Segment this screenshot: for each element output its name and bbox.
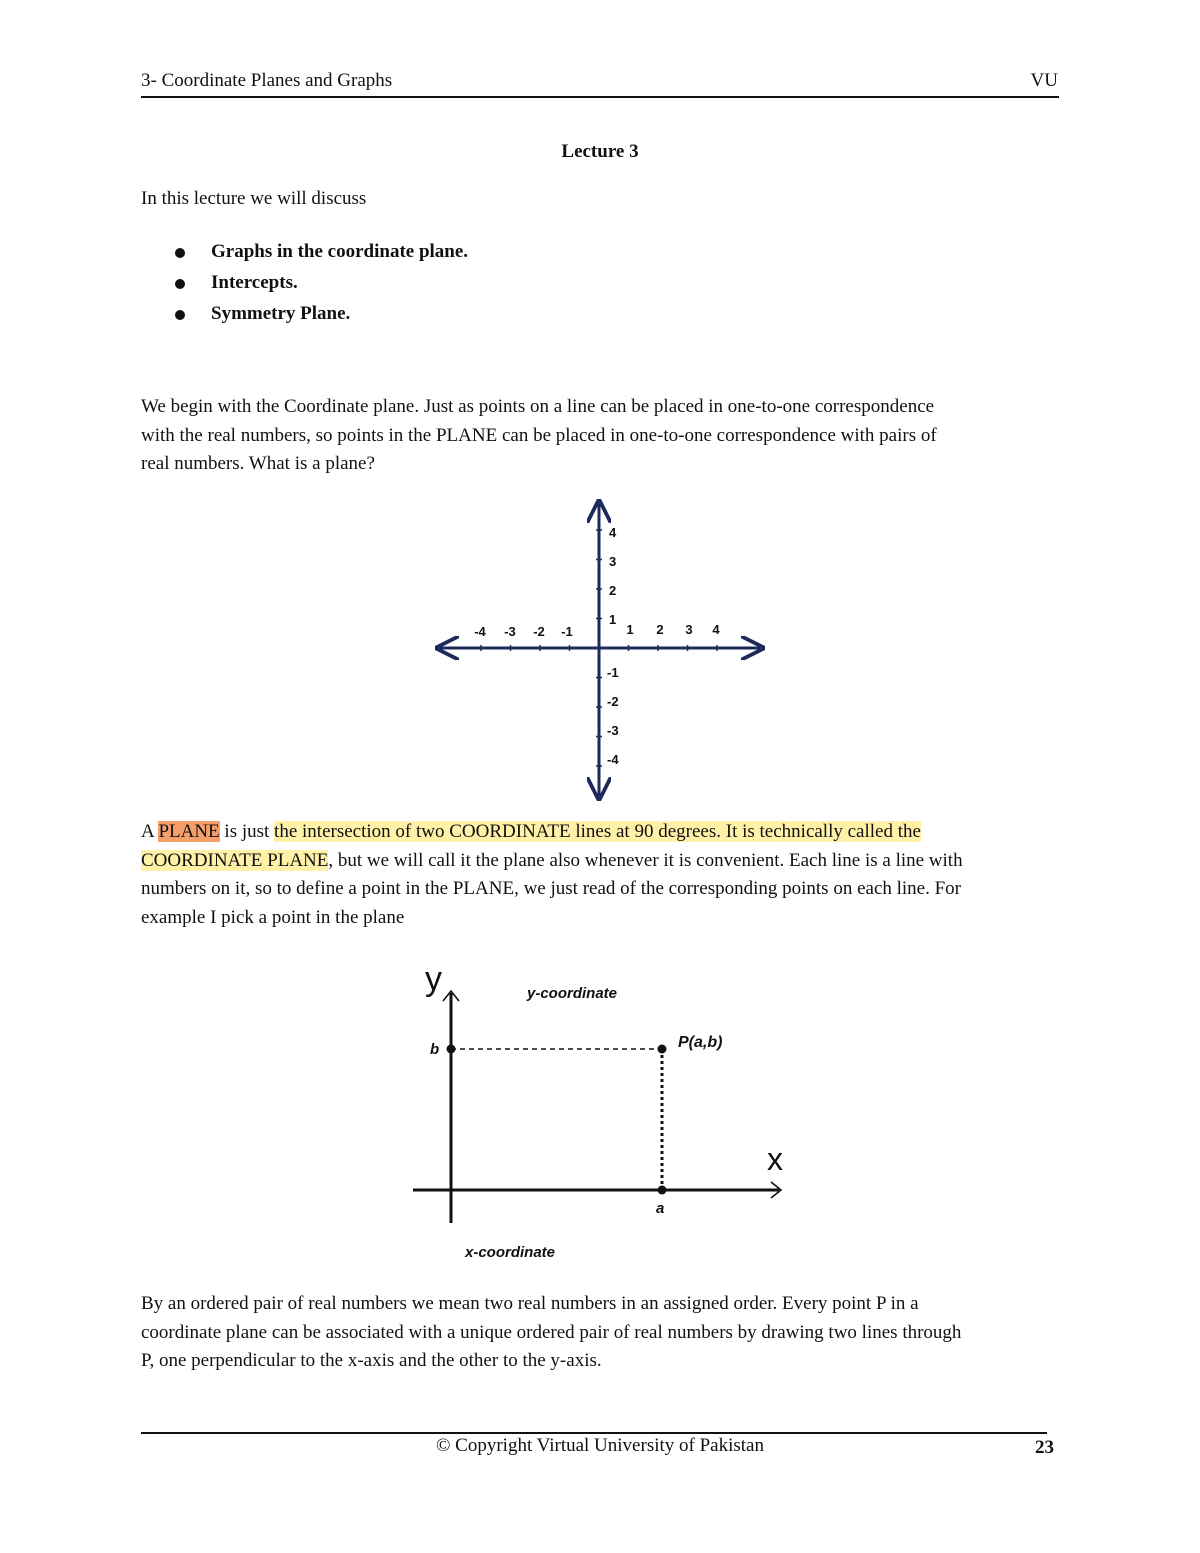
paragraph-line <box>141 847 1066 876</box>
y-coordinate-label: y-coordinate <box>527 985 618 1002</box>
tick-label: 2 <box>609 583 617 598</box>
tick-label: 3 <box>609 554 617 569</box>
paragraph-line: real numbers. What is a plane? <box>141 453 375 474</box>
paragraph-line: P, one perpendicular to the x-axis and the other to the y-axis. <box>141 1350 602 1371</box>
list-item-text: Symmetry Plane. <box>211 303 351 324</box>
text-run: A <box>141 821 159 842</box>
point-p-marker <box>658 1045 667 1054</box>
ordered-pair-figure <box>405 955 805 1265</box>
tick-label: -3 <box>504 624 516 639</box>
y-axis-label: y <box>425 960 442 998</box>
footer-copyright: © Copyright Virtual University of Pakistan <box>435 1435 764 1456</box>
running-header-vu: VU <box>1030 70 1058 91</box>
list-item-text: Intercepts. <box>211 272 298 293</box>
paragraph-line: coordinate plane can be associated with a unique ordered pair of real numbers by drawing two lines through <box>141 1321 962 1343</box>
tick-label: -4 <box>474 624 486 639</box>
tick-label: 3 <box>685 622 693 637</box>
tick-label: 2 <box>656 622 664 637</box>
paragraph-ordered-pair <box>141 1290 1066 1376</box>
footer-rule <box>141 1432 1047 1434</box>
tick-label: -2 <box>533 624 545 639</box>
highlight-plane: PLANE <box>267 849 329 871</box>
a-label: a <box>656 1200 665 1217</box>
point-p-label: P(a,b) <box>678 1034 723 1051</box>
text-run: is just <box>219 821 275 842</box>
x-axis-label: x <box>767 1141 783 1177</box>
tick-label: -1 <box>607 665 619 680</box>
running-header-title: 3- Coordinate Planes and Graphs <box>141 70 393 91</box>
tick-label: 4 <box>712 622 720 637</box>
coordinate-plane-figure <box>430 496 770 802</box>
paragraph-line: example I pick a point in the plane <box>141 906 405 928</box>
bullet-icon <box>175 310 185 320</box>
bullet-icon <box>175 279 185 289</box>
x-coordinate-label: x-coordinate <box>465 1244 556 1261</box>
bullet-icon <box>175 248 185 258</box>
highlight-plane: PLANE <box>158 821 220 842</box>
tick-label: -1 <box>561 624 573 639</box>
paragraph-line: By an ordered pair of real numbers we mean two real numbers in an assigned order. Every point P in a <box>141 1293 919 1314</box>
header-rule <box>141 96 1059 98</box>
tick-label: -2 <box>607 694 619 709</box>
highlight-the: the <box>274 821 298 842</box>
tick-label: -4 <box>607 752 619 767</box>
lecture-title: Lecture 3 <box>561 141 639 162</box>
tick-label: 1 <box>626 622 634 637</box>
intro-text: In this lecture we will discuss <box>141 188 367 209</box>
paragraph-line: numbers on it, so to define a point in the PLANE, we just read of the corresponding points on each line. For <box>141 878 962 899</box>
tick-label: 4 <box>609 525 617 540</box>
highlight-intersection: intersection <box>302 821 391 842</box>
point-a-marker <box>658 1186 667 1195</box>
tick-label: -3 <box>607 723 619 738</box>
highlight-coordinate: COORDINATE <box>141 849 263 871</box>
paragraph-line: We begin with the Coordinate plane. Just as points on a line can be placed in one-to-one correspondence <box>141 396 935 417</box>
text-run: , but we will call it the plane also whenever it is convenient. Each line is a line with <box>328 849 963 871</box>
list-item-text: Graphs in the coordinate plane. <box>211 241 469 262</box>
paragraph-line <box>141 818 1066 847</box>
point-b-marker <box>447 1045 456 1054</box>
b-label: b <box>430 1041 440 1058</box>
tick-label: 1 <box>609 612 617 627</box>
highlight-sentence: of two COORDINATE lines at 90 degrees. It is technically called the <box>390 821 921 842</box>
page-number: 23 <box>1035 1437 1054 1458</box>
paragraph-line: with the real numbers, so points in the PLANE can be placed in one-to-one correspondence with pairs of <box>141 424 937 446</box>
paragraph-coordinate-plane <box>141 393 1066 479</box>
paragraph-plane-definition <box>141 818 1066 932</box>
